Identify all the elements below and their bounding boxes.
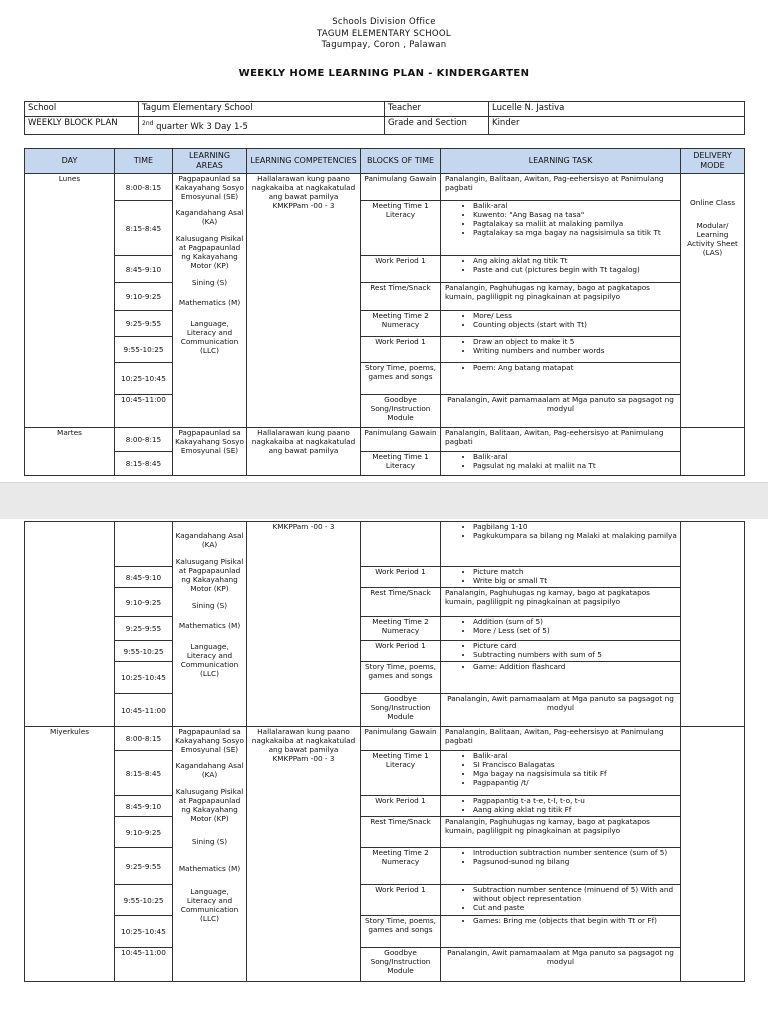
task-list — [443, 201, 678, 237]
learning-areas-cell: Pagpapaunlad sa Kakayahang Sosyo Emosyunal (SE) — [173, 428, 247, 476]
task-item: • Write big or small Tt — [473, 576, 678, 585]
block-cell: Panimulang Gawain — [361, 428, 441, 452]
time-cell: 8:00-8:15 — [115, 727, 173, 751]
task-cell — [441, 885, 681, 916]
task-item: • More / Less (set of 5) — [473, 626, 678, 635]
block-cell: Story Time, poems, games and songs — [361, 916, 441, 948]
day-cell: Miyerkules — [25, 727, 115, 982]
table-row — [25, 617, 745, 641]
block-cell: Meeting Time 2 Numeracy — [361, 311, 441, 337]
weekly-plan-table — [24, 148, 745, 476]
task-cell: Panalangin, Awit pamamaalam at Mga panuto sa pagsagot ng modyul — [441, 395, 681, 428]
time-cell: 10:45-11:00 — [115, 395, 173, 428]
time-cell: 8:15-8:45 — [115, 452, 173, 476]
day-cell — [25, 522, 115, 727]
learning-areas-cell: Pagpapaunlad sa Kakayahang Sosyo Emosyunal (SE) Kagandahang Asal (KA) Kalusugang Pisikal at Pagpapaunlad ng Kakayahang Motor (KP) Sining (S) Mathematics (M) Language, Literacy and Communication (LLC) — [173, 727, 247, 982]
task-list — [443, 751, 678, 787]
grade-value: Kinder — [489, 117, 745, 135]
school-label: School — [25, 102, 139, 117]
task-cell: Panalangin, Paghuhugas ng kamay, bago at pagkatapos kumain, pagliligpit ng pinagkainan at pagsipilyo — [441, 817, 681, 848]
competency-cell: Hallalarawan kung paano nagkakaiba at nagkakatulad ang bawat pamilya — [247, 428, 361, 476]
column-header: TIME — [115, 149, 173, 174]
time-cell: 10:25-10:45 — [115, 916, 173, 948]
block-cell: Panimulang Gawain — [361, 174, 441, 201]
time-cell: 9:25-9:55 — [115, 311, 173, 337]
time-cell: 9:10-9:25 — [115, 588, 173, 617]
time-cell: 10:25-10:45 — [115, 363, 173, 395]
table-row — [25, 662, 745, 694]
time-cell: 9:55-10:25 — [115, 641, 173, 662]
block-cell: Work Period 1 — [361, 885, 441, 916]
table-row — [25, 363, 745, 395]
competency-cell: Hallalarawan kung paano nagkakaiba at nagkakatulad ang bawat pamilya KMKPPam -00 - 3 — [247, 727, 361, 982]
grade-label: Grade and Section — [385, 117, 489, 135]
task-cell — [441, 916, 681, 948]
table-row — [25, 588, 745, 617]
task-cell — [441, 452, 681, 476]
task-list — [443, 567, 678, 585]
task-cell: Panalangin, Paghuhugas ng kamay, bago at pagkatapos kumain, pagliligpit ng pinagkainan at pagsipilyo — [441, 588, 681, 617]
task-item: • Balik-aral — [473, 751, 678, 760]
competency-cell: KMKPPam -00 - 3 — [247, 522, 361, 727]
task-cell — [441, 201, 681, 256]
task-item: • Picture card — [473, 641, 678, 650]
column-header: LEARNING TASK — [441, 149, 681, 174]
table-header-row — [25, 149, 745, 174]
info-table — [24, 101, 745, 135]
task-item: • Picture match — [473, 567, 678, 576]
task-cell — [441, 256, 681, 283]
task-item: • Paste and cut (pictures begin with Tt tagalog) — [473, 265, 678, 274]
time-cell: 8:15-8:45 — [115, 751, 173, 796]
task-cell: Panalangin, Balitaan, Awitan, Pag-eehersisyo at Panimulang pagbati — [441, 428, 681, 452]
time-cell: 9:55-10:25 — [115, 885, 173, 916]
block-cell: Story Time, poems, games and songs — [361, 363, 441, 395]
task-item: • Pagbilang 1-10 — [473, 522, 678, 531]
table-row — [25, 694, 745, 727]
table-row — [25, 201, 745, 256]
column-header: DAY — [25, 149, 115, 174]
block-cell: Work Period 1 — [361, 256, 441, 283]
block-cell: Goodbye Song/Instruction Module — [361, 694, 441, 727]
table-row — [25, 311, 745, 337]
task-item: • Game: Addition flashcard — [473, 662, 678, 671]
task-cell: Panalangin, Paghuhugas ng kamay, bago at pagkatapos kumain, pagliligpit ng pinagkainan at pagsipilyo — [441, 283, 681, 311]
time-cell: 8:15-8:45 — [115, 201, 173, 256]
school-value: Tagum Elementary School — [139, 102, 385, 117]
task-cell — [441, 751, 681, 796]
task-list — [443, 662, 678, 671]
block-cell: Meeting Time 1 Literacy — [361, 201, 441, 256]
time-cell: 9:25-9:55 — [115, 848, 173, 885]
page-gap — [0, 483, 768, 519]
block-label: WEEKLY BLOCK PLAN — [25, 117, 139, 135]
teacher-label: Teacher — [385, 102, 489, 117]
task-cell — [441, 617, 681, 641]
task-item: • Games: Bring me (objects that begin with Tt or Ff) — [473, 916, 678, 925]
school-name-header: TAGUM ELEMENTARY SCHOOL — [317, 28, 451, 39]
time-cell: 8:45-9:10 — [115, 567, 173, 588]
table-row — [25, 283, 745, 311]
task-item: • SI Francisco Balagatas — [473, 760, 678, 769]
task-item: • Aang aking aklat ng titik Ff — [473, 805, 678, 814]
delivery-cell — [681, 428, 745, 476]
table-row — [25, 641, 745, 662]
delivery-cell — [681, 522, 745, 727]
task-item: • Pagkukumpara sa bilang ng Malaki at malaking pamilya — [473, 531, 678, 540]
time-cell: 10:25-10:45 — [115, 662, 173, 694]
task-list — [443, 522, 678, 540]
block-cell: Work Period 1 — [361, 796, 441, 817]
document-page-2 — [0, 519, 768, 1024]
task-list — [443, 452, 678, 470]
task-item: • Pagsulat ng malaki at maliit na Tt — [473, 461, 678, 470]
task-cell: Panalangin, Awit pamamaalam at Mga panuto sa pagsagot ng modyul — [441, 948, 681, 982]
document-page-1 — [0, 0, 768, 483]
table-row — [25, 796, 745, 817]
day-cell: Lunes — [25, 174, 115, 428]
task-item: • Pagpapantig /t/ — [473, 778, 678, 787]
task-list — [443, 256, 678, 274]
block-cell: Story Time, poems, games and songs — [361, 662, 441, 694]
task-item: • Addition (sum of 5) — [473, 617, 678, 626]
delivery-cell: Online Class Modular/ Learning Activity Sheet (LAS) — [681, 174, 745, 428]
time-cell: 8:45-9:10 — [115, 256, 173, 283]
time-cell — [115, 522, 173, 567]
task-list — [443, 641, 678, 659]
table-row — [25, 428, 745, 452]
task-cell — [441, 796, 681, 817]
table-row — [25, 885, 745, 916]
task-item: • Cut and paste — [473, 903, 678, 912]
task-cell: Panalangin, Awit pamamaalam at Mga panuto sa pagsagot ng modyul — [441, 694, 681, 727]
task-item: • Poem: Ang batang matapat — [473, 363, 678, 372]
time-cell: 8:00-8:15 — [115, 174, 173, 201]
table-row — [25, 948, 745, 982]
document-header — [0, 0, 768, 52]
task-list — [443, 848, 678, 866]
task-list — [443, 311, 678, 329]
task-item: • More/ Less — [473, 311, 678, 320]
task-list — [443, 337, 678, 355]
block-cell — [361, 522, 441, 567]
block-cell: Rest Time/Snack — [361, 283, 441, 311]
task-cell — [441, 363, 681, 395]
table-row — [25, 751, 745, 796]
time-cell: 9:25-9:55 — [115, 617, 173, 641]
task-cell — [441, 337, 681, 363]
task-item: • Balik-aral — [473, 452, 678, 461]
block-cell: Meeting Time 1 Literacy — [361, 452, 441, 476]
table-row — [25, 522, 745, 567]
learning-areas-cell: Kagandahang Asal (KA) Kalusugang Pisikal at Pagpapaunlad ng Kakayahang Motor (KP) Sining (S) Mathematics (M) Language, Literacy and Communication (LLC) — [173, 522, 247, 727]
task-item: • Mga bagay na nagsisimula sa titik Ff — [473, 769, 678, 778]
table-row — [25, 916, 745, 948]
time-cell: 9:55-10:25 — [115, 337, 173, 363]
task-item: • Pagtalakay sa maliit at malaking pamilya — [473, 219, 678, 228]
column-header: LEARNING COMPETENCIES — [247, 149, 361, 174]
block-cell: Rest Time/Snack — [361, 588, 441, 617]
block-cell: Work Period 1 — [361, 641, 441, 662]
block-cell: Work Period 1 — [361, 337, 441, 363]
task-cell — [441, 641, 681, 662]
task-item: • Subtracting numbers with sum of 5 — [473, 650, 678, 659]
table-row — [25, 817, 745, 848]
task-item: • Ang aking aklat ng titik Tt — [473, 256, 678, 265]
task-list — [443, 617, 678, 635]
learning-areas-cell: Pagpapaunlad sa Kakayahang Sosyo Emosyunal (SE) Kagandahang Asal (KA) Kalusugang Pisikal at Pagpapaunlad ng Kakayahang Motor (KP) Sining (S) Mathematics (M) Language, Literacy and Communication (LLC) — [173, 174, 247, 428]
task-item: • Draw an object to make it 5 — [473, 337, 678, 346]
task-item: • Writing numbers and number words — [473, 346, 678, 355]
table-row — [25, 337, 745, 363]
block-cell: Meeting Time 1 Literacy — [361, 751, 441, 796]
task-item: • Balik-aral — [473, 201, 678, 210]
column-header: LEARNING AREAS — [173, 149, 247, 174]
task-cell — [441, 662, 681, 694]
column-header: DELIVERY MODE — [681, 149, 745, 174]
table-row — [25, 848, 745, 885]
table-row — [25, 727, 745, 751]
task-cell — [441, 848, 681, 885]
block-value: $^{2nd}$ quarter Wk 3 Day 1-5 — [139, 117, 385, 135]
division-office: Schools Division Office — [332, 17, 436, 27]
block-cell: Meeting Time 2 Numeracy — [361, 848, 441, 885]
page-title: WEEKLY HOME LEARNING PLAN - KINDERGARTEN — [238, 67, 530, 79]
table-row — [25, 256, 745, 283]
task-cell: Panalangin, Balitaan, Awitan, Pag-eehersisyo at Panimulang pagbati — [441, 174, 681, 201]
teacher-value: Lucelle N. Jastiva — [489, 102, 745, 117]
day-cell: Martes — [25, 428, 115, 476]
task-item: • Kuwento: "Ang Basag na tasa" — [473, 210, 678, 219]
block-cell: Work Period 1 — [361, 567, 441, 588]
school-address: Tagumpay, Coron , Palawan — [321, 40, 447, 50]
block-cell: Panimulang Gawain — [361, 727, 441, 751]
time-cell: 10:45-11:00 — [115, 948, 173, 982]
task-list — [443, 916, 678, 925]
task-cell — [441, 311, 681, 337]
table-row — [25, 567, 745, 588]
task-item: • Introduction subtraction number sentence (sum of 5) — [473, 848, 678, 857]
competency-cell: Hallalarawan kung paano nagkakaiba at nagkakatulad ang bawat pamilya KMKPPam -00 - 3 — [247, 174, 361, 428]
delivery-cell — [681, 727, 745, 982]
block-cell: Goodbye Song/Instruction Module — [361, 948, 441, 982]
time-cell: 9:10-9:25 — [115, 283, 173, 311]
block-cell: Goodbye Song/Instruction Module — [361, 395, 441, 428]
block-cell: Rest Time/Snack — [361, 817, 441, 848]
task-list — [443, 363, 678, 372]
table-row — [25, 395, 745, 428]
table-row — [25, 452, 745, 476]
task-item: • Pagtalakay sa mga bagay na nagsisimula sa titik Tt — [473, 228, 678, 237]
task-list — [443, 885, 678, 912]
task-list — [443, 796, 678, 814]
task-cell: Panalangin, Balitaan, Awitan, Pag-eehersisyo at Panimulang pagbati — [441, 727, 681, 751]
time-cell: 9:10-9:25 — [115, 817, 173, 848]
task-cell — [441, 567, 681, 588]
column-header: BLOCKS OF TIME — [361, 149, 441, 174]
time-cell: 10:45-11:00 — [115, 694, 173, 727]
weekly-plan-table-continued — [24, 521, 745, 982]
table-row — [25, 174, 745, 201]
task-item: • Pagpapantig t-a t-e, t-I, t-o, t-u — [473, 796, 678, 805]
task-cell — [441, 522, 681, 567]
block-cell: Meeting Time 2 Numeracy — [361, 617, 441, 641]
task-item: • Pagsunod-sunod ng bilang — [473, 857, 678, 866]
time-cell: 8:45-9:10 — [115, 796, 173, 817]
task-item: • Counting objects (start with Tt) — [473, 320, 678, 329]
time-cell: 8:00-8:15 — [115, 428, 173, 452]
task-item: • Subtraction number sentence (minuend of 5) With and without object representation — [473, 885, 678, 903]
